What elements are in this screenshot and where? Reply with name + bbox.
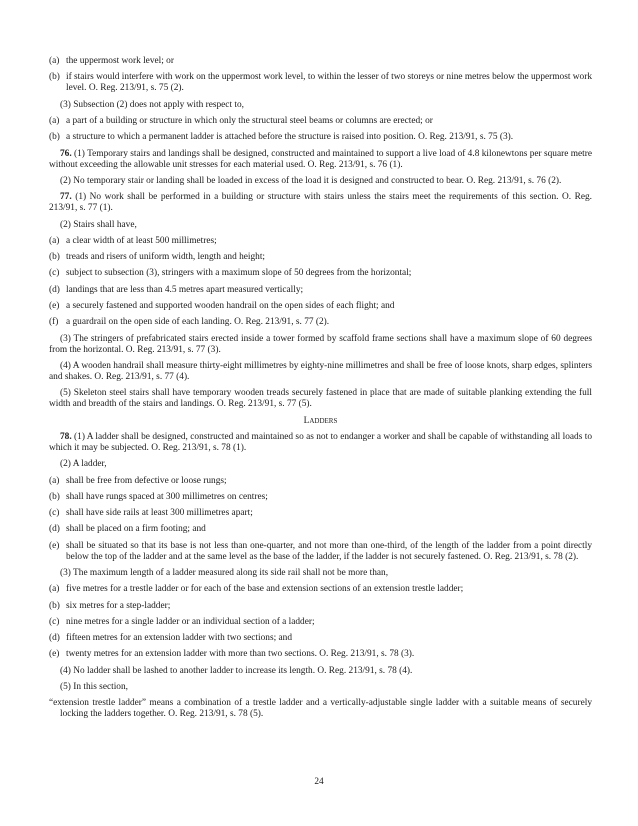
clause-text: five metres for a trestle ladder or for each of the base and extension sections of an extension trestle ladder; (66, 584, 464, 595)
clause-marker: (e) (49, 649, 60, 660)
document-body (49, 56, 592, 726)
definition-paragraph: “extension trestle ladder” means a combination of a trestle ladder and a vertically-adjustable single ladder with a suitable means of securely locking the ladders together. O. Reg. 213/91, s. 78 (5). (49, 698, 592, 720)
clause-paragraph (49, 285, 592, 296)
clause-paragraph (49, 649, 592, 660)
clause-marker: (f) (49, 317, 59, 328)
clause-paragraph (49, 72, 592, 94)
subsection-paragraph: (5) Skeleton steel stairs shall have temporary wooden treads securely fastened in place that are made of suitable planking extending the full width and breadth of the stairs and landings. O. Reg. 213/91, s. 77 (5). (49, 388, 592, 410)
clause-marker: (a) (49, 56, 60, 66)
subsection-paragraph: (5) In this section, (60, 682, 128, 693)
subsection-paragraph: (3) The stringers of prefabricated stairs erected inside a tower formed by scaffold frame sections shall have a maximum slope of 60 degrees from the horizontal. O. Reg. 213/91, s. 77 (3). (49, 333, 592, 355)
clause-text: a securely fastened and supported wooden handrail on the open sides of each flight; and (66, 300, 395, 311)
clause-marker: (d) (49, 524, 60, 535)
subsection-paragraph: (2) No temporary stair or landing shall be loaded in excess of the load it is designed and constructed to bear. O. Reg. 213/91, s. 76 (2). (60, 175, 562, 186)
clause-marker: (a) (49, 115, 60, 126)
clause-paragraph (49, 524, 592, 535)
clause-text: shall be placed on a firm footing; and (66, 524, 206, 535)
clause-marker: (c) (49, 268, 60, 279)
clause-text: if stairs would interfere with work on the uppermost work level, to within the lesser of two storeys or nine metres below the uppermost work level. O. Reg. 213/91, s. 75 (2). (66, 72, 592, 94)
subsection-paragraph: (4) No ladder shall be lashed to another ladder to increase its length. O. Reg. 213/91, s. 78 (4). (60, 665, 413, 676)
clause-text: the uppermost work level; or (66, 56, 174, 66)
clause-text: six metres for a step-ladder; (66, 600, 171, 611)
clause-text: landings that are less than 4.5 metres apart measured vertically; (66, 284, 304, 295)
clause-paragraph (49, 132, 592, 143)
clause-text: subject to subsection (3), stringers with a maximum slope of 50 degrees from the horizontal; (66, 268, 412, 279)
clause-paragraph (49, 541, 592, 563)
clause-paragraph (49, 508, 592, 519)
section-text: (1) A ladder shall be designed, constructed and maintained so as not to endanger a worker and shall be capable of withstanding all loads to which it may be subjected. O. Reg. 213/91, s. 78 (1). (49, 431, 592, 453)
clause-text: shall have rungs spaced at 300 millimetres on centres; (66, 491, 268, 502)
clause-text: treads and risers of uniform width, length and height; (66, 252, 266, 263)
section-number: 77. (60, 192, 72, 203)
clause-paragraph (49, 601, 592, 612)
section-heading: Ladders (303, 415, 338, 426)
section-text: (1) No work shall be performed in a building or structure with stairs unless the stairs meet the requirements of this section. O. Reg. 213/91, s. 77 (1). (49, 192, 592, 214)
clause-text: twenty metres for an extension ladder with more than two sections. O. Reg. 213/91, s. 78 (3). (66, 649, 415, 660)
clause-paragraph (49, 492, 592, 503)
subsection-paragraph: (2) A ladder, (60, 459, 107, 470)
section-paragraph (49, 149, 592, 171)
clause-paragraph (49, 116, 592, 127)
clause-marker: (b) (49, 252, 60, 263)
clause-paragraph (49, 236, 592, 247)
clause-text: a part of a building or structure in which only the structural steel beams or columns are erected; or (66, 115, 433, 126)
clause-text: a guardrail on the open side of each landing. O. Reg. 213/91, s. 77 (2). (66, 317, 330, 328)
subsection-paragraph: (3) Subsection (2) does not apply with respect to, (60, 99, 244, 110)
clause-text: shall have side rails at least 300 millimetres apart; (66, 508, 253, 519)
clause-text: shall be free from defective or loose rungs; (66, 475, 227, 486)
subsection-paragraph: (4) A wooden handrail shall measure thirty-eight millimetres by eighty-nine millimetres and shall be free of loose knots, sharp edges, splinters and shakes. O. Reg. 213/91, s. 77 (4). (49, 360, 592, 382)
section-paragraph (49, 192, 592, 214)
clause-marker: (a) (49, 235, 60, 246)
subsection-paragraph: (3) The maximum length of a ladder measured along its side rail shall not be more than, (60, 568, 389, 579)
clause-paragraph (49, 268, 592, 279)
section-text: (1) Temporary stairs and landings shall be designed, constructed and maintained to support a live load of 4.8 kilonewtons per square metre without exceeding the allowable unit stresses for each material used. O. Reg. 213/91, s. 76 (1). (49, 148, 592, 170)
clause-paragraph (49, 317, 592, 328)
clause-marker: (d) (49, 633, 60, 644)
clause-text: shall be situated so that its base is not less than one-quarter, and not more than one-third, of the length of the ladder from a point directly below the top of the ladder and at the same level as the base of the ladder, if the ladder is not securely fastened. O. Reg. 213/91, s. 78 (2). (66, 540, 592, 562)
clause-text: fifteen metres for an extension ladder with two sections; and (66, 633, 292, 644)
subsection-paragraph: (2) Stairs shall have, (60, 219, 137, 230)
clause-text: a clear width of at least 500 millimetres; (66, 235, 217, 246)
clause-paragraph (49, 301, 592, 312)
clause-marker: (c) (49, 508, 60, 519)
clause-paragraph (49, 56, 592, 67)
clause-text: a structure to which a permanent ladder is attached before the structure is raised into position. O. Reg. 213/91, s. 75 (3). (66, 132, 514, 143)
clause-marker: (a) (49, 584, 60, 595)
clause-marker: (b) (49, 491, 60, 502)
section-number: 78. (60, 431, 72, 442)
clause-marker: (e) (49, 300, 60, 311)
page-number: 24 (314, 777, 324, 787)
clause-paragraph (49, 252, 592, 263)
clause-paragraph (49, 476, 592, 487)
clause-paragraph (49, 584, 592, 595)
clause-marker: (a) (49, 475, 60, 486)
clause-paragraph (49, 633, 592, 644)
section-paragraph (49, 432, 592, 454)
clause-marker: (b) (49, 600, 60, 611)
clause-marker: (e) (49, 540, 60, 551)
clause-marker: (c) (49, 616, 60, 627)
clause-text: nine metres for a single ladder or an individual section of a ladder; (66, 616, 315, 627)
clause-paragraph (49, 617, 592, 628)
clause-marker: (b) (49, 72, 60, 83)
clause-marker: (d) (49, 284, 60, 295)
clause-marker: (b) (49, 132, 60, 143)
section-number: 76. (60, 148, 72, 159)
